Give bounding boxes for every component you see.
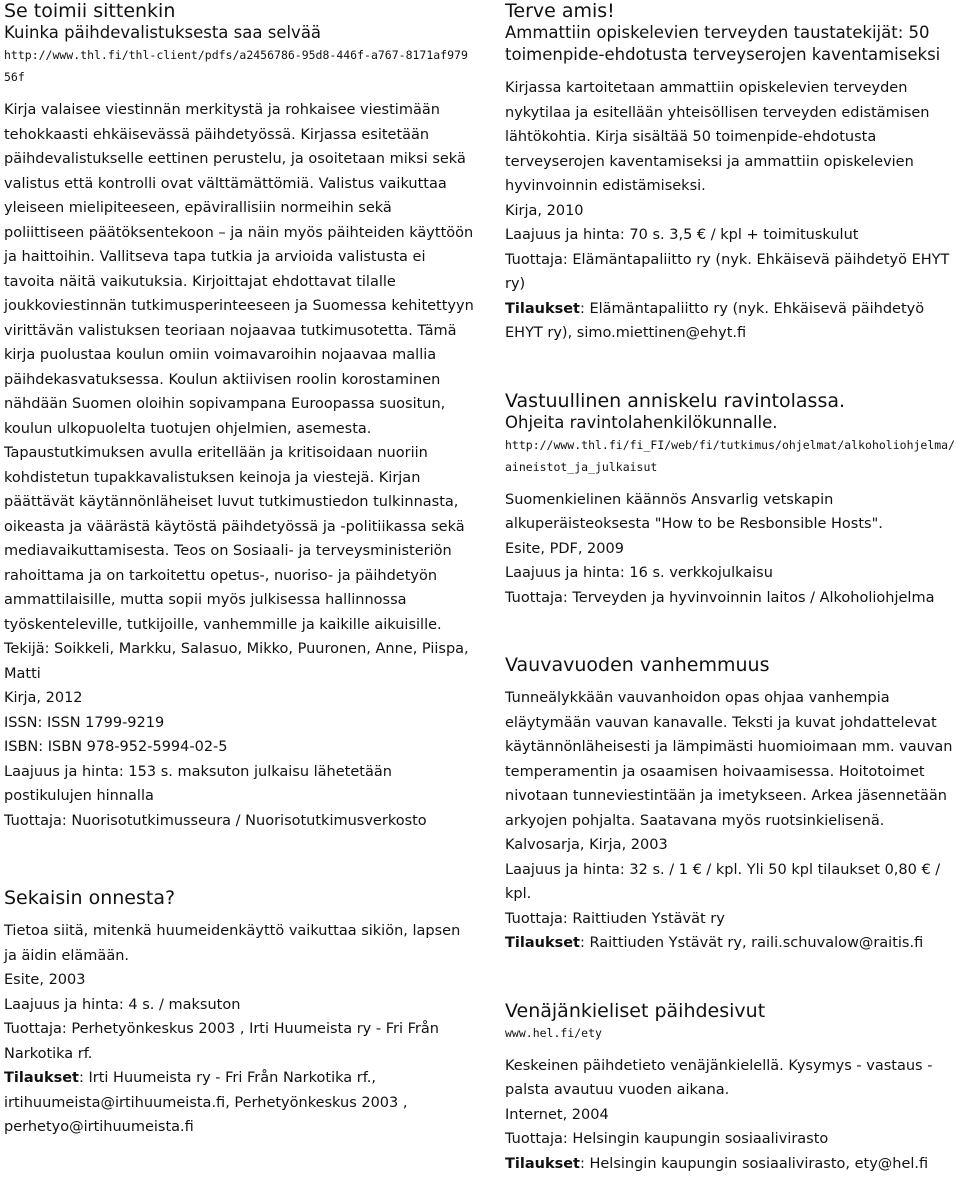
publication-type: Kirja, 2012 xyxy=(4,690,83,706)
publication-subtitle: Ohjeita ravintolahenkilökunnalle. xyxy=(505,412,778,432)
orders-label: Tilaukset xyxy=(4,1070,79,1086)
publication-type: Kirja, 2010 xyxy=(505,202,584,219)
publication-issn: ISSN: ISSN 1799-9219 xyxy=(4,714,165,731)
publication-title: Venäjänkieliset päihdesivut xyxy=(505,999,766,1022)
publication-type: Esite, 2003 xyxy=(4,972,86,988)
publication-orders xyxy=(4,1066,474,1140)
orders-text[interactable]: : Helsingin kaupungin sosiaalivirasto, ety@hel.fi xyxy=(579,1155,929,1172)
right-column xyxy=(505,0,957,1176)
publication-producer: Tuottaja: Raittiuden Ystävät ry xyxy=(505,910,725,927)
publication-isbn: ISBN: ISBN 978-952-5994-02-5 xyxy=(4,739,228,755)
publication-title: Se toimii sittenkin xyxy=(4,0,176,22)
publication-orders xyxy=(505,931,957,956)
publication-title: Terve amis! xyxy=(505,0,615,22)
publication-description: Kirjassa kartoitetaan ammattiin opiskelevien terveyden nykytilaa ja esitellään yhteisöllisen terveyden edistämisen lähtökohtia. Kirja sisältää 50 toimenpide-ehdotusta terveyserojen kaventamiseksi ja ammattiin opiskelevien hyvinvoinnin edistämiseksi. xyxy=(505,80,930,194)
publication-se-toimii-sittenkin xyxy=(4,0,474,833)
left-column xyxy=(4,0,474,1140)
publication-description: Tietoa siitä, mitenkä huumeidenkäyttö vaikuttaa sikiön, lapsen ja äidin elämään. xyxy=(4,923,461,964)
orders-label: Tilaukset xyxy=(505,300,580,317)
publication-title: Vauvavuoden vanhemmuus xyxy=(505,654,770,676)
publication-price: Laajuus ja hinta: 70 s. 3,5 € / kpl + toimituskulut xyxy=(505,227,859,243)
orders-text[interactable]: : Raittiuden Ystävät ry, raili.schuvalow@raitis.fi xyxy=(579,935,924,951)
publication-price: Laajuus ja hinta: 32 s. / 1 € / kpl. Yli 50 kpl tilaukset 0,80 € / kpl. xyxy=(505,861,941,902)
publication-producer: Tuottaja: Elämäntapaliitto ry (nyk. Ehkäisevä päihdetyö EHYT ry) xyxy=(505,251,950,292)
orders-label: Tilaukset xyxy=(505,935,580,951)
publication-url[interactable]: www.hel.fi/ety xyxy=(505,1025,602,1040)
publication-subtitle: Ammattiin opiskelevien terveyden taustatekijät: 50 toimenpide-ehdotusta terveyserojen kaventamiseksi xyxy=(505,23,941,64)
publication-type: Esite, PDF, 2009 xyxy=(505,540,624,557)
publication-orders xyxy=(505,297,957,346)
publication-terve-amis xyxy=(505,0,957,346)
publication-title: Sekaisin onnesta? xyxy=(4,887,176,909)
publication-description: Kirja valaisee viestinnän merkitystä ja rohkaisee viestimään tehokkaasti ehkäisevässä päihdetyössä. Kirjassa esitetään päihdevalistukselle eettinen perustelu, ja osoitetaan miksi sekä valistus että kontrolli ovat välttämättömiä. Valistus vaikuttaa yleiseen mielipiteeseen, epävirallisiin normeihin sekä poliittiseen päätöksentekoon – ja näin myös päihteiden käyttöön ja haittoihin. Vallitseva tapa tutkia ja arvioida valistusta ei tavoita näitä vaikutuksia. Kirjoittajat ehdottavat tilalle joukkoviestinnän tutkimusperinteeseen ja Suomessa kehitettyyn virittävän valistuksen teoriaan nojaavaa tutkimusotetta. Tämä kirja puolustaa koulun omiin voimavaroihin nojaavaa mallia päihdekasvatuksessa. Koulun aktiivisen roolin korostaminen nähdään Suomen oloihin sopivampana Euroopassa suositun, koulun ulkopuolelta tuotujen ohjelmien, asemesta. Tapaustutkimuksen avulla eritellään ja kritisoidaan nuoriin kohdistetun tupakkavalistuksen keinoja ja viestejä. Kirjan päättävät käytännönläheiset luvut tutkimustiedon tulkinnasta, oikeasta ja väärästä käytöstä päihdetyössä ja -politiikassa sekä mediavaikuttamisesta. Teos on Sosiaali- ja terveysministeriön rahoittama ja on tarkoitettu opetus-, nuoriso- ja päihdetyön ammattilaisille, mutta sopii myös julkisessa hallinnossa työskenteleville, tutkijoille, vanhemmille ja kaikille aikuisille. xyxy=(4,102,474,633)
publication-url[interactable]: http://www.thl.fi/fi_FI/web/fi/tutkimus/ohjelmat/alkoholiohjelma/aineistot_ja_julkaisut xyxy=(505,437,956,474)
publication-description: Tunneälykkään vauvanhoidon opas ohjaa vanhempia eläytymään vauvan kanavalle. Teksti ja kuvat johdattelevat käytännönläheisesti ja lämpimästi huomioimaan mm. vauvan temperamentin ja osaamisen hoivaamisessa. Hoitotoimet nivotaan tunneviestintään ja imetykseen. Arkea jäsennetään arkyojen pohjalta. Saatavana myös ruotsinkielisenä. xyxy=(505,690,953,829)
publication-producer: Tuottaja: Nuorisotutkimusseura / Nuorisotutkimusverkosto xyxy=(4,812,427,829)
publication-producer: Tuottaja: Terveyden ja hyvinvoinnin laitos / Alkoholiohjelma xyxy=(505,589,935,606)
publication-url[interactable]: http://www.thl.fi/thl-client/pdfs/a2456786-95d8-446f-a767-8171af97956f xyxy=(4,48,468,84)
publication-type: Kalvosarja, Kirja, 2003 xyxy=(505,837,668,853)
publication-orders xyxy=(505,1152,957,1177)
publication-authors: Tekijä: Soikkeli, Markku, Salasuo, Mikko, Puuronen, Anne, Piispa, Matti xyxy=(4,641,469,682)
publication-producer: Tuottaja: Perhetyönkeskus 2003 , Irti Huumeista ry - Fri Från Narkotika rf. xyxy=(4,1021,439,1062)
orders-text[interactable]: : Elämäntapaliitto ry (nyk. Ehkäisevä päihdetyö EHYT ry), simo.miettinen@ehyt.fi xyxy=(505,300,925,341)
publication-vastuullinen-anniskelu xyxy=(505,390,957,611)
publication-description: Suomenkielinen käännös Ansvarlig vetskapin alkuperäisteoksesta "How to be Resbonsible Hosts". xyxy=(505,491,883,532)
publication-vauvavuoden-vanhemmuus xyxy=(505,654,957,956)
publication-title: Vastuullinen anniskelu ravintolassa. xyxy=(505,389,846,412)
publication-sekaisin-onnesta xyxy=(4,887,474,1140)
orders-text[interactable]: : Irti Huumeista ry - Fri Från Narkotika rf., irtihuumeista@irtihuumeista.fi, Perhetyönkeskus 2003 , perhetyo@irtihuumeista.fi xyxy=(4,1070,408,1135)
publication-price: Laajuus ja hinta: 4 s. / maksuton xyxy=(4,996,241,1013)
publication-subtitle: Kuinka päihdevalistuksesta saa selvää xyxy=(4,23,322,42)
orders-label: Tilaukset xyxy=(505,1155,580,1172)
publication-producer: Tuottaja: Helsingin kaupungin sosiaalivirasto xyxy=(505,1131,829,1147)
publication-type: Internet, 2004 xyxy=(505,1106,609,1123)
publication-price: Laajuus ja hinta: 16 s. verkkojulkaisu xyxy=(505,565,773,581)
publication-price: Laajuus ja hinta: 153 s. maksuton julkaisu lähetetään postikulujen hinnalla xyxy=(4,763,392,804)
publication-venajankieliset-paihdesivut xyxy=(505,1000,957,1177)
publication-description: Keskeinen päihdetieto venäjänkielellä. Kysymys - vastaus - palsta avautuu vuoden aikana. xyxy=(505,1057,933,1098)
